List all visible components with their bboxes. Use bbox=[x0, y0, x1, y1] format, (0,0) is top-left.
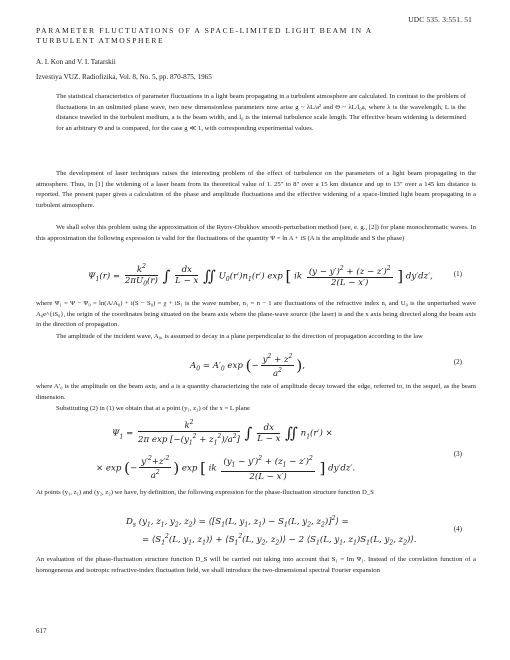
paragraph-6: Substituting (2) in (1) we obtain that at a point (y₁, z₁) of the x = L plane bbox=[56, 405, 250, 412]
paragraph-4: The amplitude of the incident wave, A₀, is assumed to decay in a plane perpendicular to the direction of propagation according to the law bbox=[56, 333, 423, 340]
equation-4-line-1: $D_s$ ($y_1$, $z_1$, $y_2$, $z_2$) = $⟨[S_1(L$, $y_1$, $z_1) - S_1(L$, $y_2$, $z_2)]^2⟩$ = bbox=[126, 515, 349, 529]
journal-citation: Izvestiya VUZ. Radiofizika, Vol. 8, No. 5, pp. 870-875, 1965 bbox=[36, 73, 212, 81]
paragraph-3: where Ψ₁ = Ψ − Ψ₀ = ln(A/A₀) + i(S − S₀) = χ + iS₁ is the wave number, n₁ = n − 1 are fluctuations of the refractive index n, and U₀ is the unperturbed wave A₀e^{iS₀}, the origin of the coordinates being situated on the beam axis where the plane-wave source (the laser) is and the x axis being directed along the beam axis in the direction of propagation. bbox=[36, 300, 476, 329]
equation-4-number: (4) bbox=[453, 525, 462, 533]
page-number: 617 bbox=[36, 627, 47, 635]
equation-3-line-2: × exp (− $\frac{y'^2+z'^2}{a^2}$ ) exp [ ik $\frac{(y_1 - y')^2 + (z_1 - z')^2}{2(L - x')}$ ] dy′dz′. bbox=[96, 455, 356, 482]
equation-2-number: (2) bbox=[453, 358, 462, 366]
paragraph-7: At points (y₁, z₁) and (y₂, z₂) we have, by definition, the following expression for the phase-fluctuation structure function D_S bbox=[36, 489, 374, 496]
paragraph-8: An evaluation of the phase-fluctuation structure function D_S will be carried out taking into account that S₁ = Im Ψ₁. Instead of the correlation function of a homogeneous and isotropic refractive-index fluctuation field, we shall introduce the two-dimensional spectral Fourier expansion bbox=[36, 556, 476, 574]
equation-4-line-2: = $⟨S_1^2(L$, $y_1$, $z_1)⟩$ + $⟨S_1^2(L$, $y_2$, $z_2)⟩ - 2$ $⟨S_1(L$, $y_1$, $z_1)S_1(L$, $y_2$, $z_2)⟩$. bbox=[142, 533, 417, 547]
paragraph-2: We shall solve this problem using the approximation of the Rytov-Obukhov smooth-perturbation method (see, e. g., [2]) for plane monochromatic waves. In this approximation the following expression is valid for the fluctuations of the quantity Ψ = ln A + iS (A is the amplitude and S the phase) bbox=[36, 224, 476, 242]
equation-1-number: (1) bbox=[453, 270, 462, 278]
article-title: PARAMETER FLUCTUATIONS OF A SPACE-LIMITED LIGHT BEAM IN A TURBULENT ATMOSPHERE bbox=[36, 26, 373, 45]
paragraph-5: where A′₀ is the amplitude on the beam axis, and a is a quantity characterizing the rate of amplitude decay toward the edge, referred to, in the sequel, as the beam dimension. bbox=[36, 383, 476, 401]
paragraph-1: The development of laser techniques raises the interesting problem of the effect of turbulence on the parameters of a light beam propagating in the atmosphere. Thus, in [1] the widening of a laser beam from its theoretical value of 1. 25" to 8" over a 15 km distance and up to 13" over a 145 km distance is reported. The present paper gives a calculation of the phase and amplitude fluctuations and the effective widening of a space-limited light beam propagating in a turbulent atmosphere. bbox=[36, 170, 476, 209]
article-authors: A. I. Kon and V. I. Tatarskii bbox=[36, 58, 116, 66]
equation-3-number: (3) bbox=[453, 450, 462, 458]
equation-3-line-1: $\Psi_1$ = $\frac{k^2}{2\pi \exp [-(y_1^2 + z_1^2)/a^2]}$ ∫ $\frac{dx}{L - x}$ ∬ $n_1(r')$ × bbox=[112, 419, 333, 447]
abstract: The statistical characteristics of parameter fluctuations in a light beam propagating in a turbulent atmosphere are calculated. In contrast to the problem of fluctuations in an unlimited plane wave, two new dimensionless parameters now arise g ~ λL/a² and Θ ~ λL/l₀a, where λ is the wavelength, L is the distance traveled in the turbulent medium, a is the beam width, and l₀ is the internal turbulence scale length. The effective beam widening is determined for an arbitrary Θ and is compared, for the case g ≪ 1, with corresponding experimental values. bbox=[56, 93, 466, 132]
udc-code: UDC 535. 3:551. 51 bbox=[408, 15, 472, 24]
equation-2: $A_0 = A'_0$ exp (− $\frac{y^2 + z^2}{a^2}$ ), bbox=[190, 353, 305, 379]
equation-1: $\Psi_1(r)$ = $\frac{k^2}{2\pi U_0(r)}$ ∫ $\frac{dx}{L - x}$ ∬ $U_0(r')n_1(r')$ exp [ ik $\frac{(y - y')^2 + (z - z')^2}{2(L - x')}$ ] dy′dz′, bbox=[88, 263, 433, 288]
